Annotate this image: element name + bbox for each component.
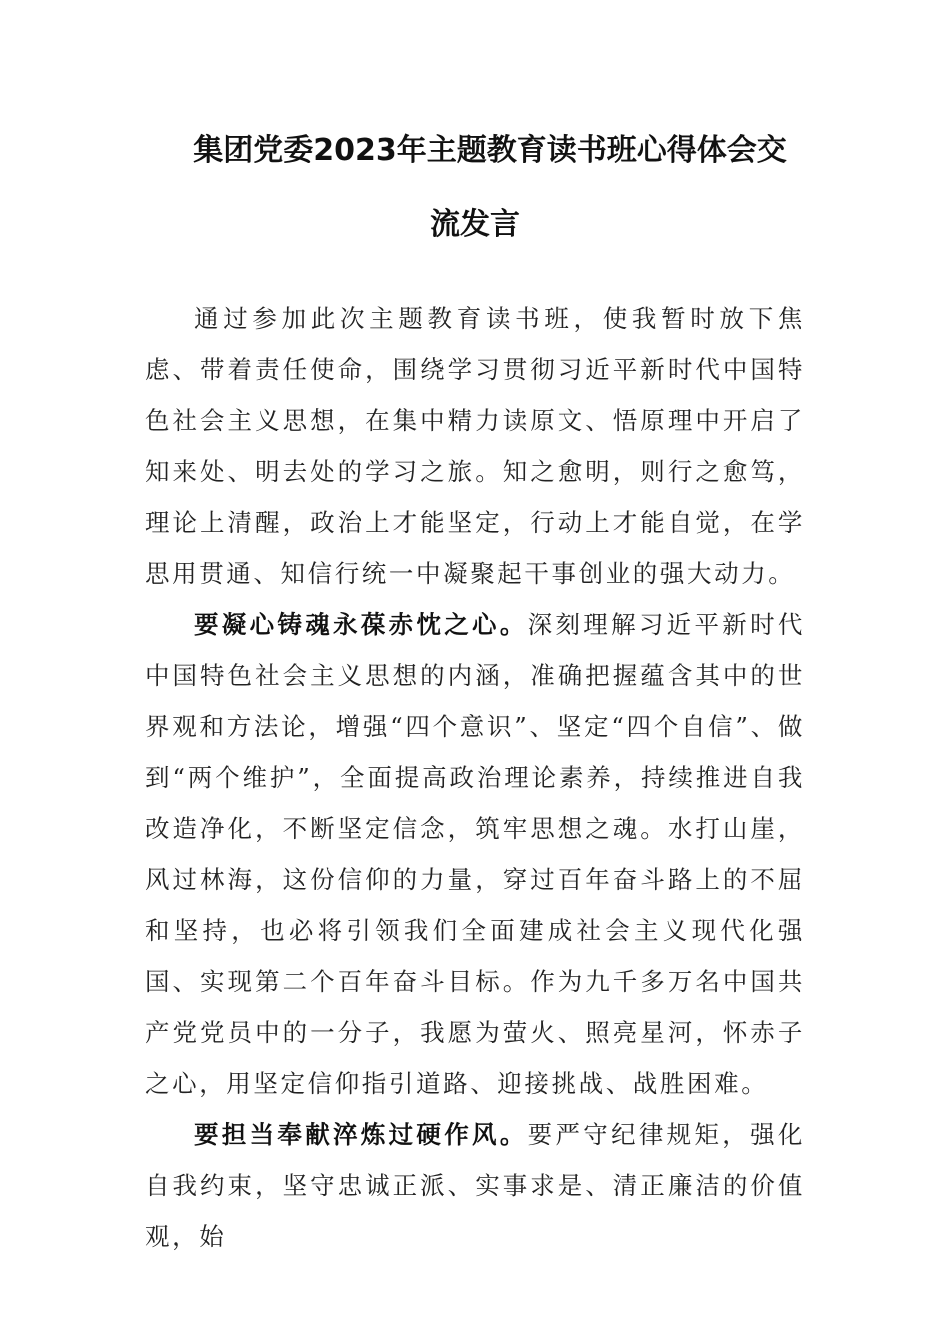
paragraph-lead-heading: 要凝心铸魂永葆赤忱之心。 bbox=[194, 610, 528, 639]
paragraph-text: 通过参加此次主题教育读书班，使我暂时放下焦虑、带着责任使命，围绕学习贯彻习近平新时代中国特色社会主义思想，在集中精力读原文、悟原理中开启了知来处、明去处的学习之旅。知之愈明，则行之愈笃，理论上清醒，政治上才能坚定，行动上才能自觉，在学思用贯通、知信行统一中凝聚起干事创业的强大动力。 bbox=[145, 304, 805, 588]
paragraph-text: 要严守纪律规矩，强化自我约束，坚守忠诚正派、实事求是、清正廉洁的价值观，始 bbox=[145, 1120, 805, 1251]
document-title-line-2: 流发言 bbox=[430, 207, 520, 242]
paragraph-lead-heading: 要担当奉献淬炼过硬作风。 bbox=[194, 1120, 528, 1149]
document-title-line-1: 集团党委2023年主题教育读书班心得体会交 bbox=[193, 133, 787, 168]
paragraph-text: 深刻理解习近平新时代中国特色社会主义思想的内涵，准确把握蕴含其中的世界观和方法论，增强“四个意识”、坚定“四个自信”、做到“两个维护”，全面提高政治理论素养，持续推进自我改造净化，不断坚定信念，筑牢思想之魂。水打山崖，风过林海，这份信仰的力量，穿过百年奋斗路上的不屈和坚持，也必将引领我们全面建成社会主义现代化强国、实现第二个百年奋斗目标。作为九千多万名中国共产党党员中的一分子，我愿为萤火、照亮星河，怀赤子之心，用坚定信仰指引道路、迎接挑战、战胜困难。 bbox=[145, 610, 805, 1098]
document-body bbox=[145, 293, 805, 1262]
paragraph-conduct bbox=[145, 1109, 805, 1262]
paragraph-intro bbox=[145, 293, 805, 599]
paragraph-faith bbox=[145, 599, 805, 1109]
